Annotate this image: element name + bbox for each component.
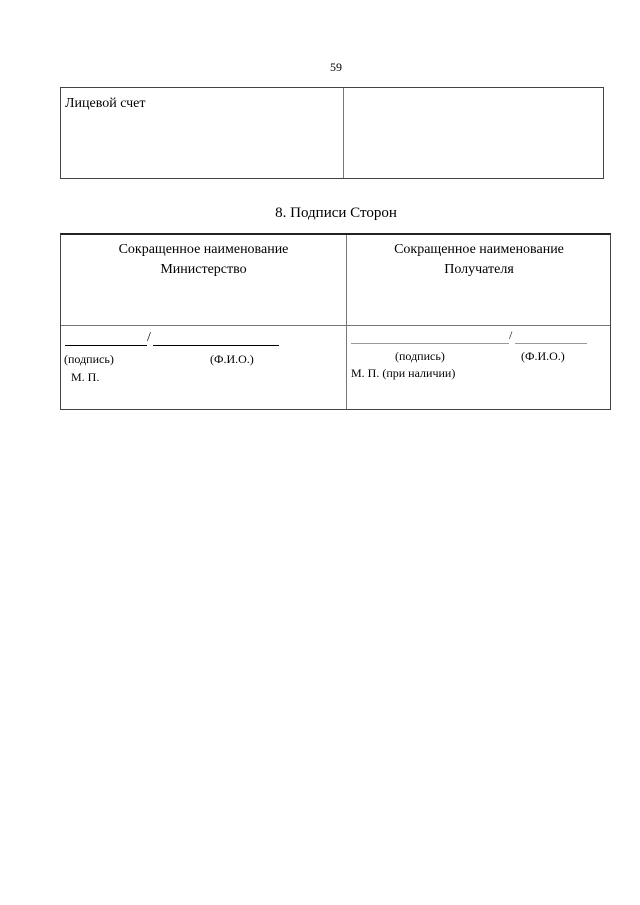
recipient-stamp-label: М. П. (при наличии) xyxy=(351,366,456,380)
account-label: Лицевой счет xyxy=(65,96,146,111)
table-row-divider xyxy=(61,325,610,326)
recipient-name-cell xyxy=(347,240,611,280)
account-table xyxy=(60,87,604,179)
recipient-fio-line xyxy=(515,343,587,344)
ministry-name-line2: Министерство xyxy=(160,262,247,277)
section-title: 8. Подписи Сторон xyxy=(275,205,397,221)
page-number: 59 xyxy=(330,60,342,74)
recipient-slash: / xyxy=(509,328,513,342)
table-column-divider xyxy=(343,88,344,178)
ministry-name-line1: Сокращенное наименование xyxy=(118,242,289,257)
ministry-slash: / xyxy=(147,330,151,345)
ministry-signature-label: (подпись) xyxy=(64,352,114,366)
signatures-table xyxy=(60,233,611,410)
recipient-signature-line xyxy=(351,343,509,344)
ministry-signature-line xyxy=(65,345,147,346)
recipient-name-line1: Сокращенное наименование xyxy=(394,242,564,257)
recipient-name-line2: Получателя xyxy=(444,262,514,277)
recipient-signature-label: (подпись) xyxy=(395,349,445,363)
ministry-fio-label: (Ф.И.О.) xyxy=(210,352,254,366)
ministry-fio-line xyxy=(153,345,279,346)
ministry-name-cell xyxy=(61,240,346,280)
recipient-fio-label: (Ф.И.О.) xyxy=(521,349,565,363)
ministry-stamp-label: М. П. xyxy=(71,370,100,384)
